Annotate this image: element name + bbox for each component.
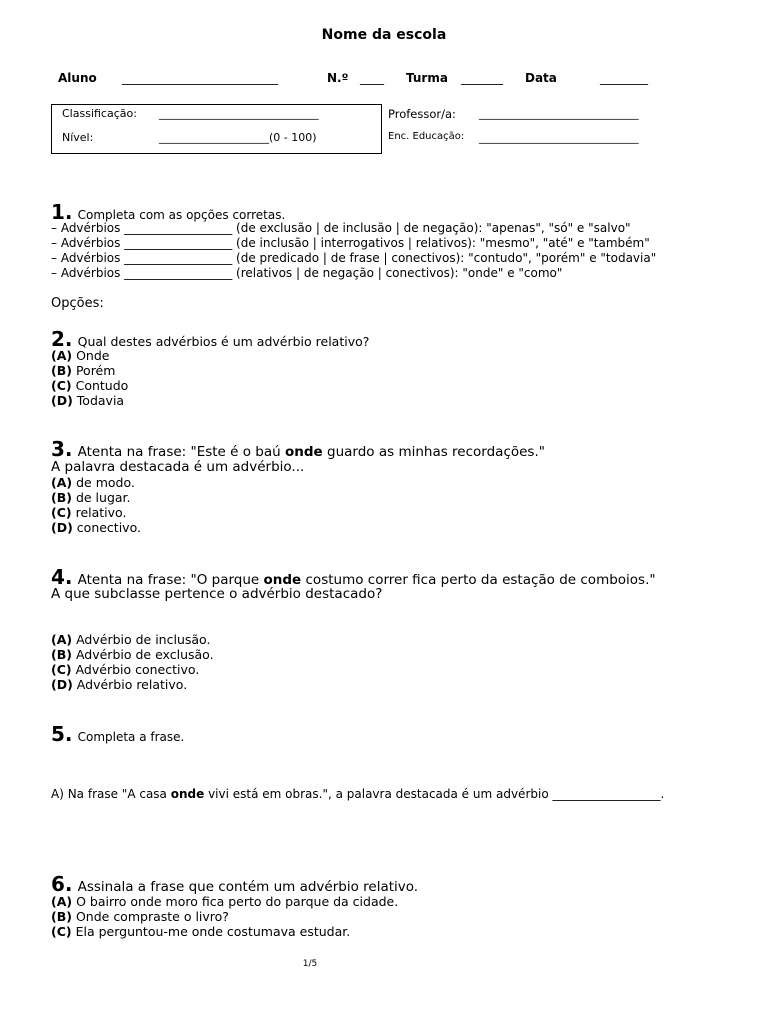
- option-letter: (A): [51, 632, 73, 647]
- option-letter: (B): [51, 647, 72, 662]
- data-label: Data: [525, 71, 557, 85]
- option-text: Onde compraste o livro?: [75, 909, 229, 924]
- question-number: 6.: [51, 872, 73, 896]
- school-name: Nome da escola: [321, 27, 447, 43]
- answer-option[interactable]: [51, 490, 131, 505]
- option-text: O bairro onde moro fica perto do parque da cidade.: [76, 894, 399, 909]
- question-number: 4.: [51, 565, 73, 589]
- option-letter: (C): [51, 505, 72, 520]
- enc-blank[interactable]: _____________________________: [479, 131, 639, 144]
- question-number: 2.: [51, 327, 73, 351]
- option-letter: (B): [51, 363, 72, 378]
- numero-blank[interactable]: ____: [360, 71, 384, 85]
- question-number: 1.: [51, 200, 73, 224]
- adverb-line[interactable]: – Advérbios __________________ (de inclusão | interrogativos | relativos): "mesmo", "até" e "também": [51, 236, 650, 250]
- option-text: conectivo.: [76, 520, 141, 535]
- option-text: Ela perguntou-me onde costumava estudar.: [75, 924, 351, 939]
- answer-option[interactable]: [51, 647, 214, 662]
- question-text: Atenta na frase: "O parque onde costumo correr fica perto da estação de comboios.": [77, 572, 656, 588]
- option-letter: (C): [51, 924, 72, 939]
- fill-in-sentence[interactable]: A) Na frase "A casa onde vivi está em obras.", a palavra destacada é um advérbio __________________.: [51, 787, 665, 801]
- option-letter: (C): [51, 378, 72, 393]
- answer-option[interactable]: [51, 924, 350, 939]
- page-number: 1/5: [302, 959, 318, 969]
- answer-option[interactable]: [51, 909, 229, 924]
- answer-option[interactable]: [51, 520, 141, 535]
- turma-label: Turma: [406, 71, 448, 85]
- answer-option[interactable]: [51, 378, 128, 393]
- option-text: de lugar.: [75, 490, 131, 505]
- option-letter: (A): [51, 348, 73, 363]
- data-blank[interactable]: ________: [600, 71, 648, 85]
- option-letter: (B): [51, 909, 72, 924]
- question-subtext: A palavra destacada é um advérbio...: [51, 459, 305, 475]
- question-subtext: A que subclasse pertence o advérbio destacado?: [51, 586, 383, 602]
- professor-blank[interactable]: _____________________________: [479, 107, 639, 120]
- options-label: Opções:: [51, 296, 104, 311]
- option-letter: (B): [51, 490, 72, 505]
- option-letter: (A): [51, 894, 73, 909]
- option-text: Advérbio relativo.: [76, 677, 188, 692]
- option-letter: (D): [51, 677, 73, 692]
- numero-label: N.º: [327, 71, 349, 85]
- answer-option[interactable]: [51, 475, 135, 490]
- adverb-line[interactable]: – Advérbios __________________ (de exclusão | de inclusão | de negação): "apenas", "só" e "salvo": [51, 221, 631, 235]
- classificacao-blank[interactable]: _____________________________: [159, 107, 319, 120]
- answer-option[interactable]: [51, 662, 199, 677]
- highlighted-word: onde: [263, 572, 302, 588]
- classificacao-label: Classificação:: [62, 107, 137, 120]
- option-letter: (A): [51, 475, 73, 490]
- option-letter: (D): [51, 393, 73, 408]
- option-text: Todavia: [76, 393, 125, 408]
- aluno-blank[interactable]: __________________________: [122, 71, 278, 85]
- adverb-line[interactable]: – Advérbios __________________ (relativos | de negação | conectivos): "onde" e "como": [51, 266, 563, 280]
- adverb-line[interactable]: – Advérbios __________________ (de predicado | de frase | conectivos): "contudo", "porém" e "todavia": [51, 251, 657, 265]
- option-letter: (C): [51, 662, 72, 677]
- option-text: de modo.: [76, 475, 135, 490]
- answer-option[interactable]: [51, 505, 126, 520]
- answer-option[interactable]: [51, 632, 210, 647]
- answer-option[interactable]: [51, 393, 124, 408]
- option-text: Onde: [76, 348, 110, 363]
- option-text: Contudo: [75, 378, 129, 393]
- question-text: Completa a frase.: [77, 730, 185, 744]
- option-text: relativo.: [75, 505, 127, 520]
- option-text: Advérbio conectivo.: [75, 662, 200, 677]
- enc-label: Enc. Educação:: [388, 131, 465, 142]
- question-5: [51, 722, 184, 746]
- nivel-blank[interactable]: ____________________(0 - 100): [159, 131, 317, 144]
- aluno-label: Aluno: [58, 71, 97, 85]
- option-text: Porém: [75, 363, 116, 378]
- highlighted-word: onde: [170, 787, 205, 801]
- professor-label: Professor/a:: [388, 107, 456, 121]
- question-3: [51, 437, 545, 461]
- question-number: 3.: [51, 437, 73, 461]
- option-letter: (D): [51, 520, 73, 535]
- question-number: 5.: [51, 722, 73, 746]
- option-text: Advérbio de inclusão.: [76, 632, 211, 647]
- option-text: Advérbio de exclusão.: [75, 647, 214, 662]
- answer-option[interactable]: [51, 677, 187, 692]
- question-6: [51, 872, 418, 896]
- question-text: Completa com as opções corretas.: [77, 208, 286, 222]
- answer-option[interactable]: [51, 363, 115, 378]
- question-text: Qual destes advérbios é um advérbio relativo?: [77, 334, 370, 349]
- turma-blank[interactable]: _______: [461, 71, 503, 85]
- question-text: Assinala a frase que contém um advérbio relativo.: [77, 879, 419, 895]
- answer-option[interactable]: [51, 894, 398, 909]
- nivel-label: Nível:: [62, 131, 94, 144]
- highlighted-word: onde: [285, 444, 323, 460]
- question-text: Atenta na frase: "Este é o baú onde guardo as minhas recordações.": [77, 444, 545, 460]
- answer-option[interactable]: [51, 348, 109, 363]
